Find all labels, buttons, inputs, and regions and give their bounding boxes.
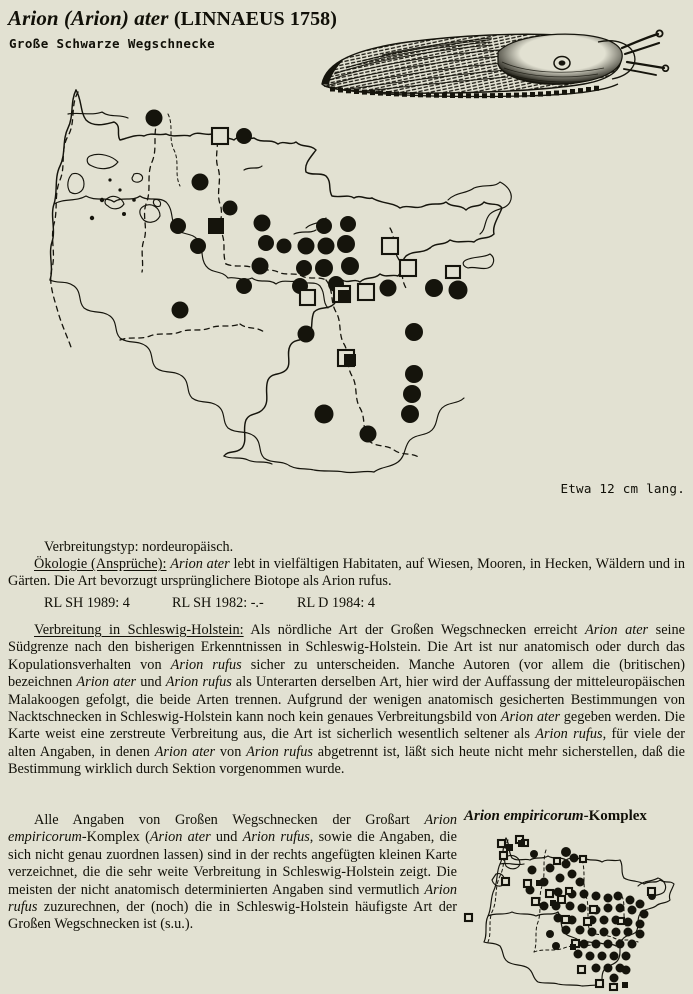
small-map-caption-species: Arion empiricorum xyxy=(464,808,584,824)
species-name: Arion (Arion) ater xyxy=(8,6,174,30)
distribution-type-value: nordeuropäisch. xyxy=(142,539,234,555)
distribution-map-arion-empiricorum xyxy=(462,826,688,988)
red-list-sh-1989: RL SH 1989: 4 xyxy=(44,594,130,611)
section-verbreitung xyxy=(8,622,685,779)
page-title xyxy=(8,6,337,31)
section-angaben xyxy=(8,812,457,934)
map-coastline xyxy=(50,90,511,473)
distribution-type-label: Verbreitungstyp: xyxy=(44,539,139,555)
oekologie-paragraph xyxy=(8,556,685,591)
verbreitung-paragraph: Verbreitung in Schleswig-Holstein: Als nördliche Art der Großen Wegschnecken erreicht Arion ater seine Südgrenze nach den bisherigen Erkenntnissen in Schleswig-Holstein. Die Art ist nur anatomisch oder durch das Kopulationsverhalten von Arion rufus sicher zu unterscheiden. Manche Autoren (vor allem die (britischen) bezeichnen Arion ater und Arion rufus als Unterarten derselben Art, hier wird der Auffassung der mitteleuropäischen Malakoogen gefolgt, die beide Arten trennen. Aufgrund der wenigen anatomisch gesicherten Bestimmungen von Nacktschnecken in Schleswig-Holstein kann noch kein genaues Verbreitungsbild von Arion ater gegeben werden. Die Karte weist eine zerstreute Verbreitung aus, die Art ist sicherlich wesentlich seltener als Arion rufus, für viele der alten Angaben, in denen Arion ater von Arion rufus abgetrennt ist, läßt sich heute nicht mehr sicherstellen, daß die Bestimmung wirklich durch Sektion vorgenommen wurde. xyxy=(8,622,686,778)
species-authority: (LINNAEUS 1758) xyxy=(173,8,338,30)
small-map-caption xyxy=(464,808,647,825)
oekologie-i1: Arion ater xyxy=(170,556,230,572)
distribution-type-row xyxy=(44,538,375,557)
section-oekologie xyxy=(8,556,685,591)
map-internal-borders xyxy=(51,92,420,458)
distribution-map-arion-ater xyxy=(48,78,518,478)
small-map-caption-suffix: -Komplex xyxy=(583,808,647,824)
small-map-symbols xyxy=(465,836,656,990)
german-common-name: Große Schwarze Wegschnecke xyxy=(9,36,216,51)
red-list-sh-1982: RL SH 1982: -.- xyxy=(172,594,264,611)
red-list-row xyxy=(44,594,375,613)
oekologie-heading: Ökologie (Ansprüche): xyxy=(34,556,167,572)
oekologie-t2: lebt in vielfältigen Habitaten, auf Wiesen, Mooren, in Hecken, Wäldern und in Gärten. Die Art bevorzugt ursprünglichere Biotope als Arion rufus. xyxy=(8,556,685,590)
verbreitung-heading: Verbreitung in Schleswig-Holstein: xyxy=(34,622,244,638)
angaben-paragraph: Alle Angaben von Großen Wegschnecken der Großart Arion empiricorum-Komplex (Arion ater und Arion rufus, sowie die Angaben, die sich nicht genau zuordnen lassen) sind in der rechts angefügten kleinen Karte verzeichnet, die die sehr weite Verbreitung in Schleswig-Holstein zeigt. Die meisten der nicht anatomisch determinierten Angaben sind vermutlich Arion rufus zuzurechnen, der (noch) die in Schleswig-Holstein häufigste Art der Großen Wegschnecken ist (s.u.). xyxy=(8,812,457,933)
map-symbols xyxy=(146,110,468,443)
red-list-d-1984: RL D 1984: 4 xyxy=(297,594,375,611)
size-caption: Etwa 12 cm lang. xyxy=(560,481,685,496)
